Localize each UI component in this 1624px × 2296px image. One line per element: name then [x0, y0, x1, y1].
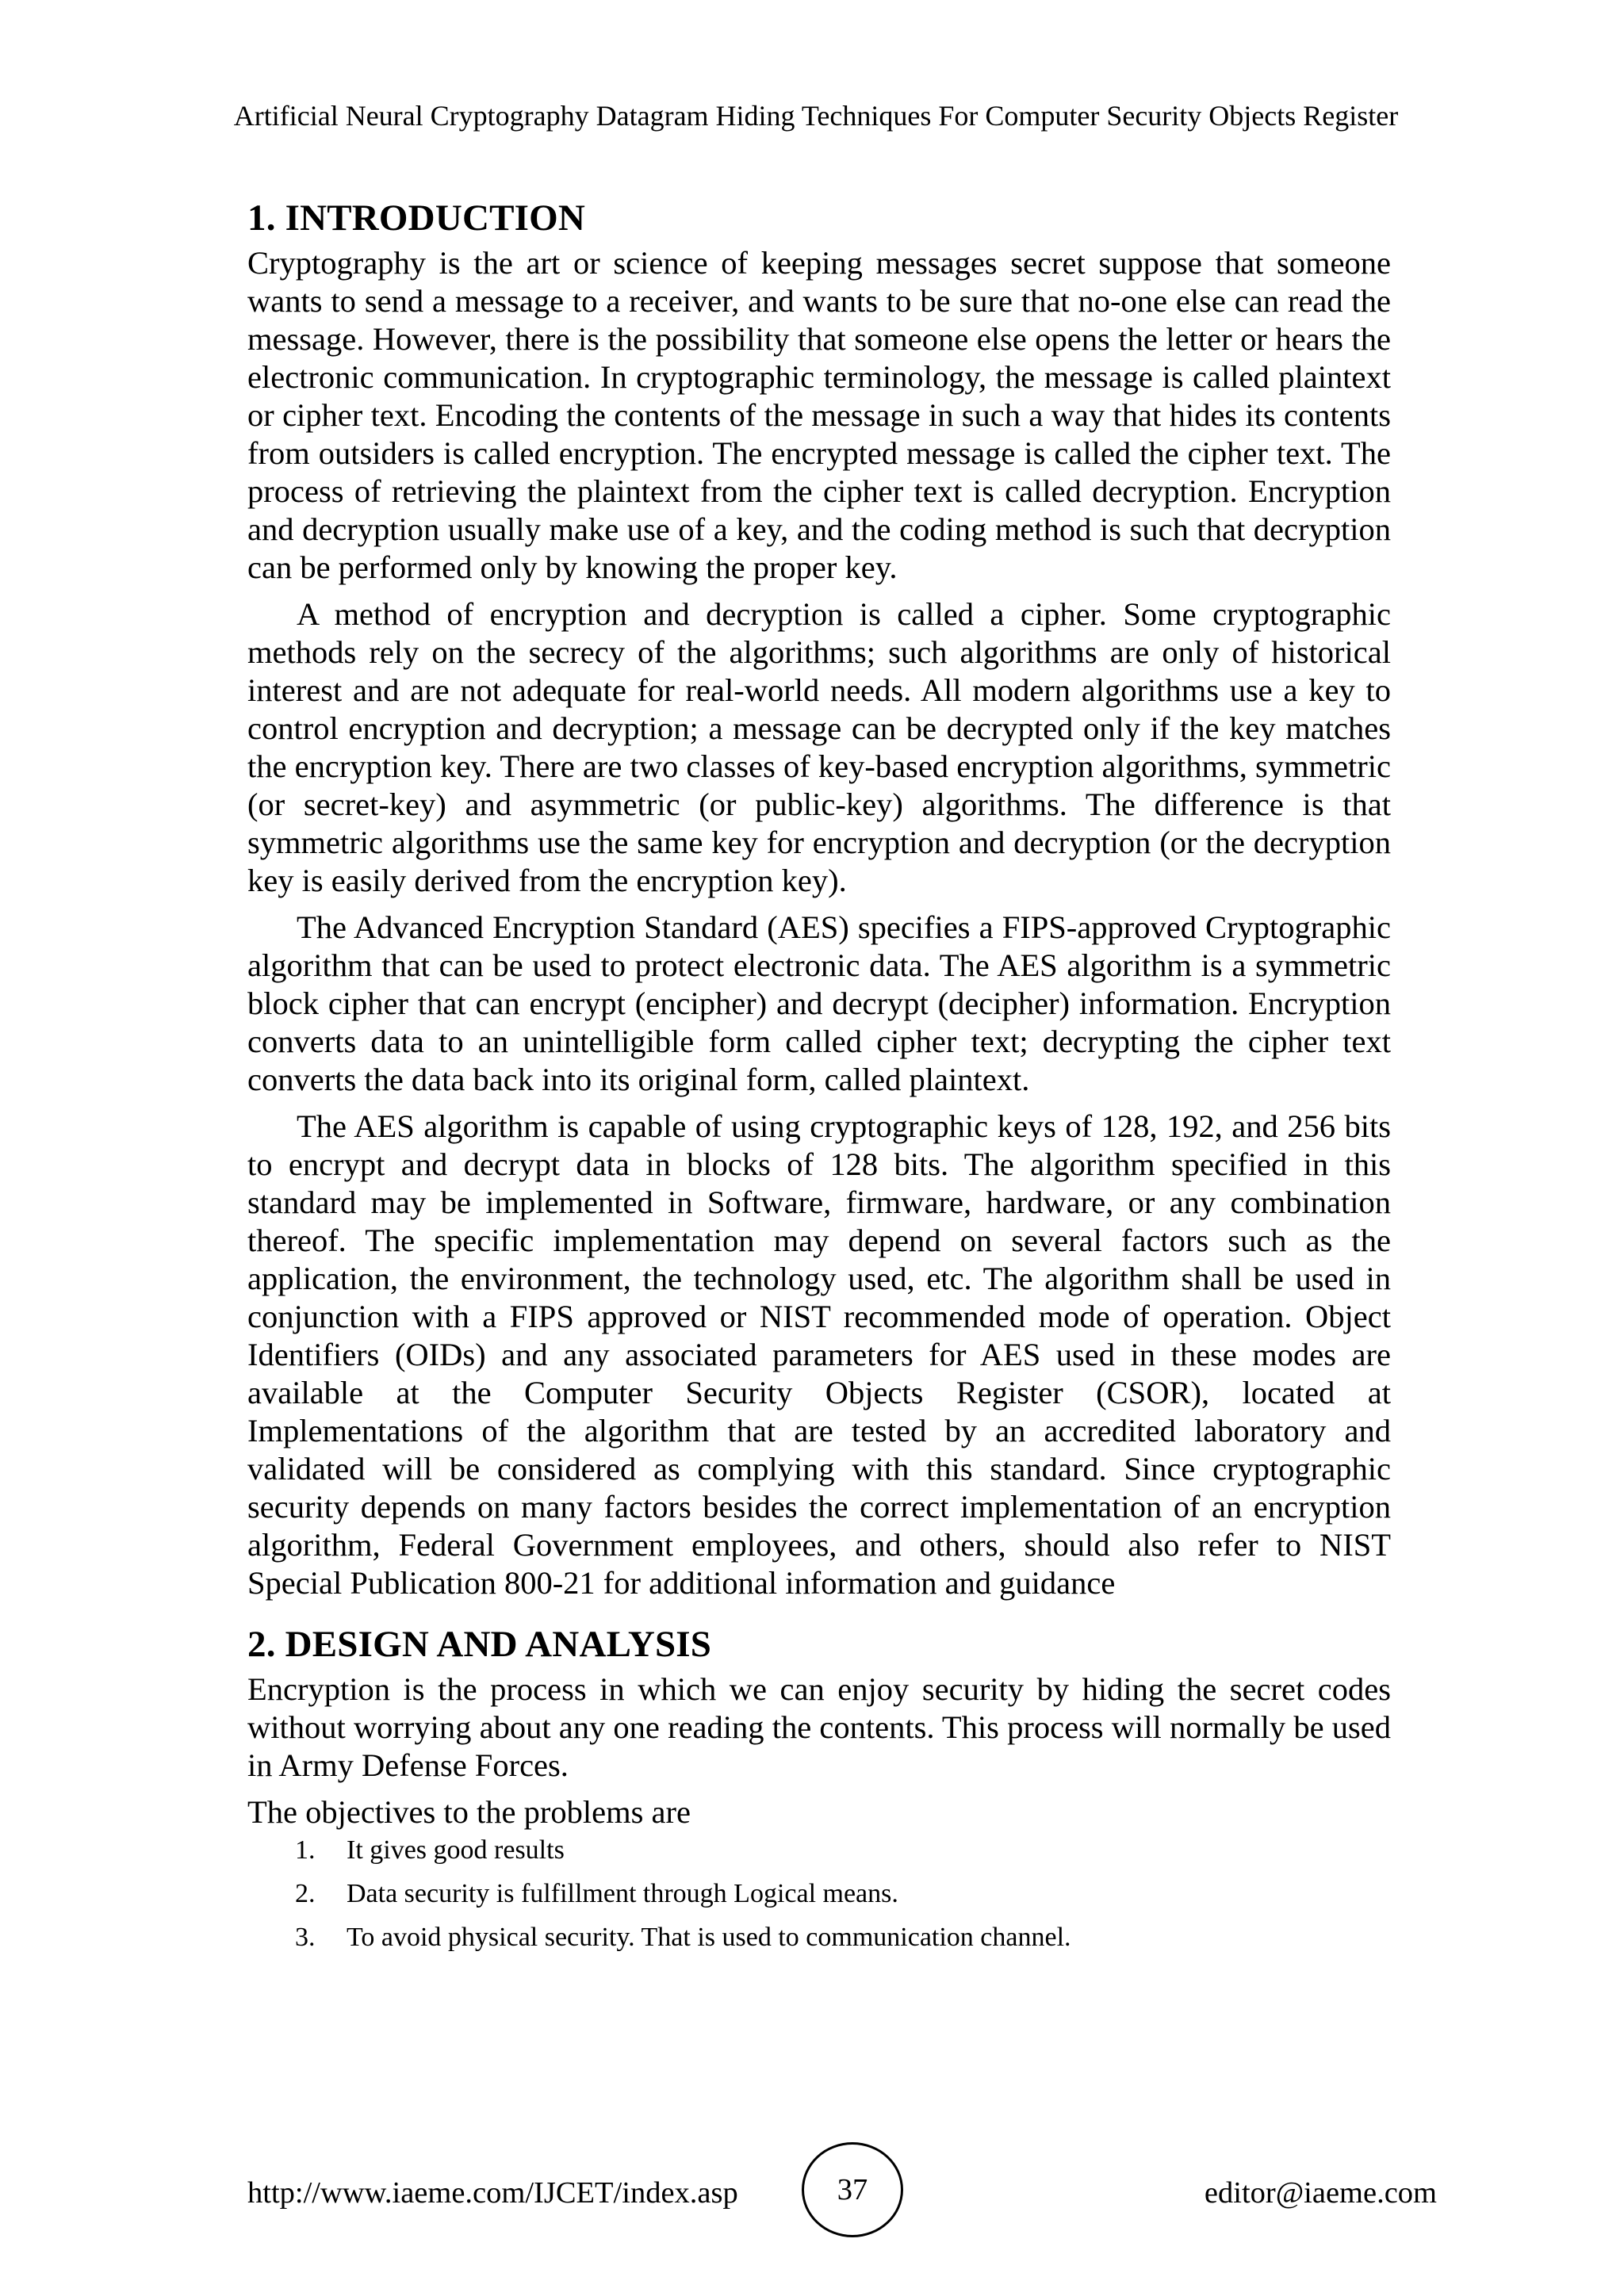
paragraph: Cryptography is the art or science of keeping messages secret suppose that someone wants to send a message to a receiver, and wants to be sure that no-one else can read the message. However, there is the possibility that someone else opens the letter or hears the electronic communication. In cryptographic terminology, the message is called plaintext or cipher text. Encoding the contents of the message in such a way that hides its contents from outsiders is called encryption. The encrypted message is called the cipher text. The process of retrieving the plaintext from the cipher text is called decryption. Encryption and decryption usually make use of a key, and the coding method is such that decryption can be performed only by knowing the proper key. — [247, 245, 1391, 585]
list-item-number: 1. — [295, 1835, 316, 1865]
objectives-list — [247, 1833, 1391, 1955]
section-heading-design-analysis: 2. DESIGN AND ANALYSIS — [247, 1624, 712, 1665]
article-body — [247, 195, 1391, 1964]
paragraph: The AES algorithm is capable of using cryptographic keys of 128, 192, and 256 bits to encrypt and decrypt data in blocks of 128 bits. The algorithm specified in this standard may be implemented in Software, firmware, hardware, or any combination thereof. The specific implementation may depend on several factors such as the application, the environment, the technology used, etc. The algorithm shall be used in conjunction with a FIPS approved or NIST recommended mode of operation. Object Identifiers (OIDs) and any associated parameters for AES used in these modes are available at the Computer Security Objects Register (CSOR), located at Implementations of the algorithm that are tested by an accredited laboratory and validated will be considered as complying with this standard. Since cryptographic security depends on many factors besides the correct implementation of an encryption algorithm, Federal Government employees, and others, should also refer to NIST Special Publication 800-21 for additional information and guidance — [247, 1108, 1391, 1601]
page-footer — [0, 2142, 1624, 2237]
list-item-number: 3. — [295, 1923, 316, 1952]
list-item-number: 2. — [295, 1879, 316, 1908]
footer-email-link[interactable]: editor@iaeme.com — [1204, 2176, 1437, 2210]
paragraph: The Advanced Encryption Standard (AES) specifies a FIPS-approved Cryptographic algorithm that can be used to protect electronic data. The AES algorithm is a symmetric block cipher that can encrypt (encipher) and decrypt (decipher) information. Encryption converts data to an unintelligible form called cipher text; decrypting the cipher text converts the data back into its original form, called plaintext. — [247, 909, 1391, 1097]
page-number-text: 37 — [837, 2173, 868, 2206]
paragraph: Encryption is the process in which we can enjoy security by hiding the secret codes without worrying about any one reading the contents. This process will normally be used in Army Defense Forces. — [247, 1671, 1391, 1783]
list-item — [247, 1833, 1391, 1868]
list-item — [247, 1920, 1391, 1955]
list-item-text: It gives good results — [347, 1835, 565, 1865]
list-intro: The objectives to the problems are — [247, 1794, 691, 1830]
footer-url-link[interactable]: http://www.iaeme.com/IJCET/index.asp — [247, 2176, 738, 2210]
list-item-text: Data security is fulfillment through Logical means. — [347, 1879, 898, 1908]
paragraph: A method of encryption and decryption is called a cipher. Some cryptographic methods rely on the secrecy of the algorithms; such algorithms are only of historical interest and are not adequate for real-world needs. All modern algorithms use a key to control encryption and decryption; a message can be decrypted only if the key matches the encryption key. There are two classes of key-based encryption algorithms, symmetric (or secret-key) and asymmetric (or public-key) algorithms. The difference is that symmetric algorithms use the same key for encryption and decryption (or the decryption key is easily derived from the encryption key). — [247, 596, 1391, 898]
list-item-text: To avoid physical security. That is used to communication channel. — [347, 1923, 1071, 1952]
page-number — [802, 2142, 903, 2237]
section-heading-introduction: 1. INTRODUCTION — [247, 197, 586, 239]
list-item — [247, 1877, 1391, 1911]
running-header: Artificial Neural Cryptography Datagram Hiding Techniques For Computer Security Objects Register — [233, 100, 1399, 132]
